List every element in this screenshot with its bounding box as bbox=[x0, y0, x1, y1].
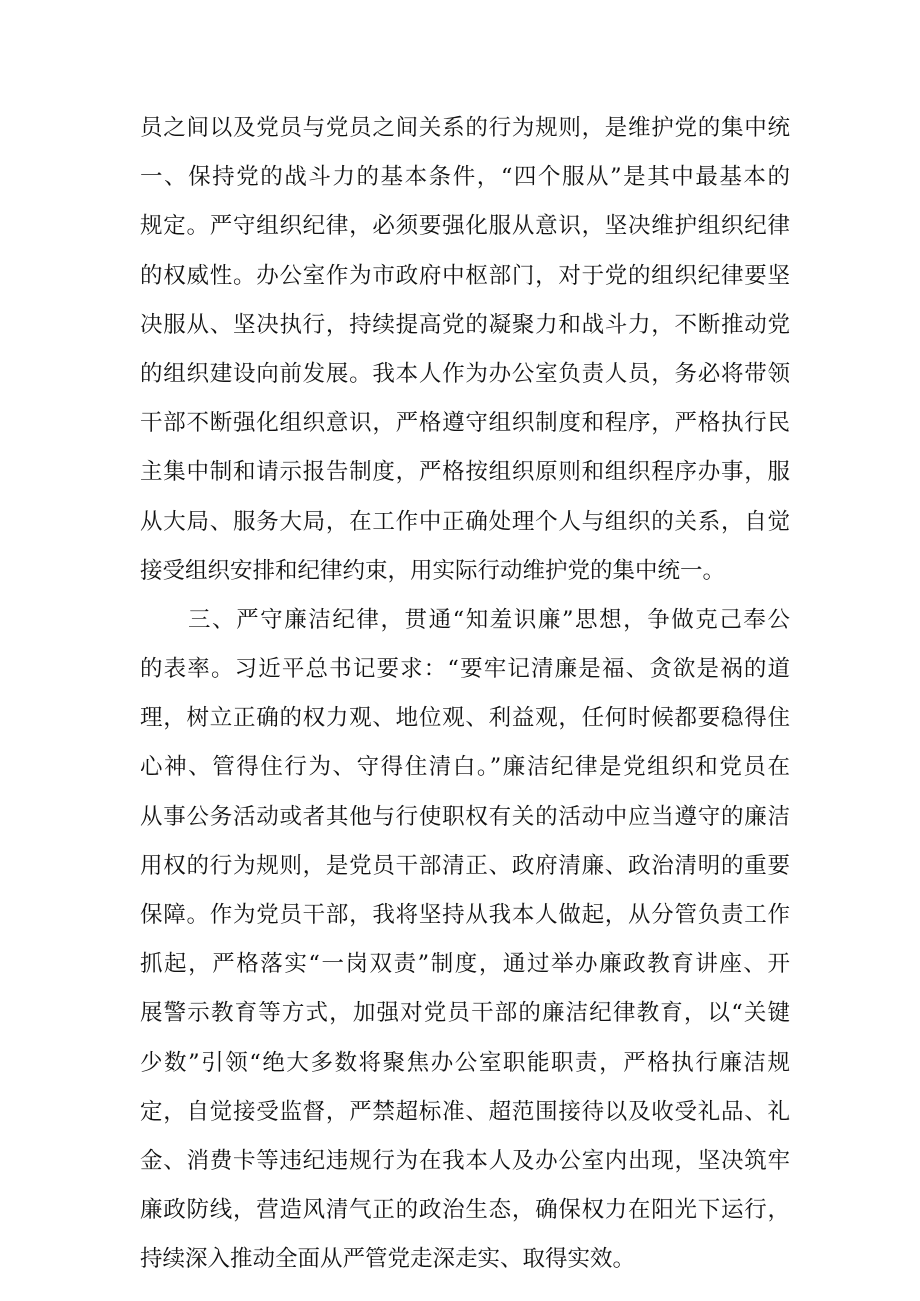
text-line: 少数”引领“绝大多数将聚焦办公室职能职责，严格执行廉洁规 bbox=[140, 1049, 790, 1076]
text-line: 定，自觉接受监督，严禁超标准、超范围接待以及收受礼品、礼 bbox=[140, 1098, 790, 1125]
text-line: 的表率。习近平总书记要求：“要牢记清廉是福、贪欲是祸的道 bbox=[140, 656, 790, 683]
paragraph-integrity-discipline bbox=[140, 596, 790, 1285]
text-line: 从事公务活动或者其他与行使职权有关的活动中应当遵守的廉洁 bbox=[140, 803, 790, 830]
text-line: 从大局、服务大局，在工作中正确处理个人与组织的关系，自觉 bbox=[140, 508, 790, 535]
text-line: 员之间以及党员与党员之间关系的行为规则，是维护党的集中统 bbox=[140, 115, 790, 141]
text-line: 保障。作为党员干部，我将坚持从我本人做起，从分管负责工作 bbox=[140, 902, 790, 928]
text-line: 干部不断强化组织意识，严格遵守组织制度和程序，严格执行民 bbox=[140, 410, 790, 437]
text-line: 的组织建设向前发展。我本人作为办公室负责人员，务必将带领 bbox=[140, 360, 790, 387]
text-line: 金、消费卡等违纪违规行为在我本人及办公室内出现，坚决筑牢 bbox=[140, 1147, 790, 1174]
text-line: 廉政防线，营造风清气正的政治生态，确保权力在阳光下运行， bbox=[140, 1197, 790, 1224]
paragraph-organization-discipline bbox=[140, 104, 790, 596]
text-line: 用权的行为规则，是党员干部清正、政府清廉、政治清明的重要 bbox=[140, 852, 790, 879]
text-line: 规定。严守组织纪律，必须要强化服从意识，坚决维护组织纪律 bbox=[140, 213, 790, 240]
text-line: 抓起，严格落实“一岗双责”制度，通过举办廉政教育讲座、开 bbox=[140, 951, 790, 978]
text-line: 决服从、坚决执行，持续提高党的凝聚力和战斗力，不断推动党 bbox=[140, 311, 790, 338]
text-line: 的权威性。办公室作为市政府中枢部门，对于党的组织纪律要坚 bbox=[140, 262, 790, 289]
text-line: 理，树立正确的权力观、地位观、利益观，任何时候都要稳得住 bbox=[140, 705, 790, 732]
text-line: 心神、管得住行为、守得住清白。”廉洁纪律是党组织和党员在 bbox=[140, 754, 790, 781]
text-line: 持续深入推动全面从严管党走深走实、取得实效。 bbox=[140, 1246, 636, 1273]
text-line: 主集中制和请示报告制度，严格按组织原则和组织程序办事，服 bbox=[140, 459, 790, 486]
text-line: 接受组织安排和纪律约束，用实际行动维护党的集中统一。 bbox=[140, 557, 726, 584]
text-line: 一、保持党的战斗力的基本条件，“四个服从”是其中最基本的 bbox=[140, 164, 790, 191]
section-heading-line: 三、严守廉洁纪律，贯通“知羞识廉”思想，争做克己奉公 bbox=[188, 606, 790, 633]
text-line: 展警示教育等方式，加强对党员干部的廉洁纪律教育，以“关键 bbox=[140, 1000, 790, 1027]
document-body bbox=[140, 104, 790, 1285]
